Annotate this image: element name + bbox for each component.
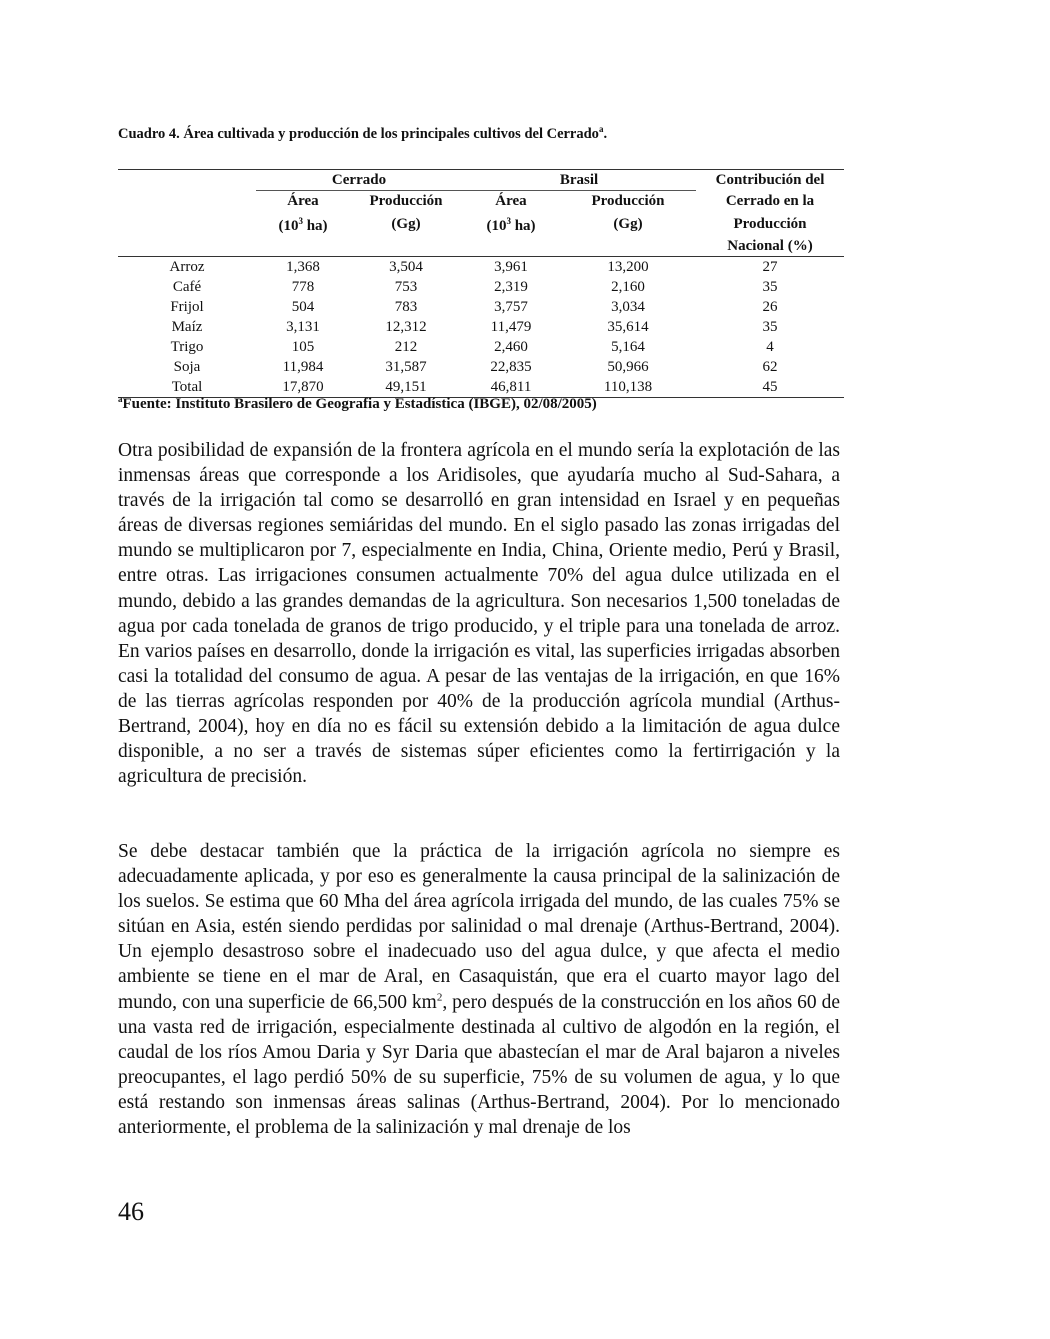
paragraph-irrigation: Otra posibilidad de expansión de la frontera agrícola en el mundo sería la explotación de las inmensas áreas que corresponde a los Aridisoles, que ayudaría mucho al Sud-Sahara, a través de la irrigación tal como se desarrolló en gran intensidad en Israel y en pequeñas áreas de diversas regiones semiáridas del mundo. En el siglo pasado las zonas irrigadas del mundo se multiplicaron por 7, especialmente en India, China, Oriente medio, Perú y Brasil, entre otras. Las irrigaciones consumen actualmente 70% del agua dulce utilizada en el mundo, debido a las grandes demandas de la agricultura. Son necesarios 1,500 toneladas de agua por cada tonelada de granos de trigo producido, y el triple para una tonelada de arroz. En varios países en desarrollo, donde la irrigación es vital, las superficies irrigadas absorben casi la totalidad del consumo de agua. A pesar de las ventajas de la irrigación, en que 16% de las tierras agrícolas responden por 40% de la producción agrícola mundial (Arthus-Bertrand, 2004), hoy en día no es fácil su extensión debido a la limitación de agua dulce disponible, a no ser a través de sistemas súper eficientes como la fertirrigación y la agricultura de precisión. <box>118 440 840 788</box>
header-cerrado-area: Área <box>287 193 319 209</box>
table-row: Trigo 105 212 2,460 5,164 4 <box>170 339 774 355</box>
table-source-note: $^a$Fuente: Instituto Brasilero de Geografia y Estadística (IBGE), 02/08/2005) <box>118 394 597 412</box>
header-contrib-line3: Producción <box>733 215 807 232</box>
header-cerrado-prod-unit: (Gg) <box>391 215 421 232</box>
table-row: Frijol 504 783 3,757 3,034 26 <box>170 299 778 315</box>
header-brasil-prod: Producción <box>591 193 665 209</box>
paragraph-salinization: Se debe destacar también que la práctica de la irrigación agrícola no siempre es adecuadamente aplicada, y por eso es generalmente la causa principal de la salinización de los suelos. Se estima que 60 Mha del área agrícola irrigada del mundo, de las cuales 75% se sitúan en Asia, estén siendo perdidas por salinidad o mal drenaje (Arthus-Bertrand, 2004). Un ejemplo desastroso sobre el inadecuado uso del agua dulce, y que afecta el medio ambiente se tiene en el mar de Aral, en Casaquistán, que era el cuarto mayor lago del mundo, con una superficie de 66,500 $km^2$, pero después de la construcción en los años 60 de una vasta red de irrigación, especialmente destinada al cultivo de algodón en la región, el caudal de los ríos Amou Daria y Syr Daria que abastecían el mar de Aral bajaron a niveles preocupantes, el lago perdió 50% de su superficie, 75% de su volumen de agua, y lo que está restando son inmensas áreas salinas (Arthus-Bertrand, 2004). Por lo mencionado anteriormente, el problema de la salinización y mal drenaje de los <box>118 841 840 1139</box>
table-row: Arroz 1,368 3,504 3,961 13,200 27 <box>169 259 778 275</box>
group-header-cerrado: Cerrado <box>256 170 462 191</box>
table-row: Soja 11,984 31,587 22,835 50,966 62 <box>173 359 778 375</box>
header-brasil-prod-unit: (Gg) <box>613 215 643 232</box>
table-caption: Cuadro 4. Área cultivada y producción de los principales cultivos del Cerrado$^a$. <box>118 124 608 142</box>
table-row: Café 778 753 2,319 2,160 35 <box>172 279 778 295</box>
table-row-total: Total 17,870 49,151 46,811 110,138 45 <box>118 377 844 398</box>
table-row: Maíz 3,131 12,312 11,479 35,614 35 <box>171 319 778 335</box>
header-contrib-line1: Contribución del <box>696 170 844 191</box>
footnote-marker: a <box>598 124 604 134</box>
header-cerrado-area-unit: ($10^3$ ha) <box>278 216 328 234</box>
header-contrib-line4: Nacional (%) <box>696 236 844 257</box>
page-number: 46 <box>118 1197 144 1226</box>
header-contrib-line2: Cerrado en la <box>725 192 815 209</box>
header-cerrado-prod: Producción <box>369 193 443 209</box>
header-brasil-area: Área <box>495 193 527 209</box>
crops-table <box>118 169 844 398</box>
header-brasil-area-unit: ($10^3$ ha) <box>486 216 536 234</box>
group-header-brasil: Brasil <box>462 170 696 191</box>
